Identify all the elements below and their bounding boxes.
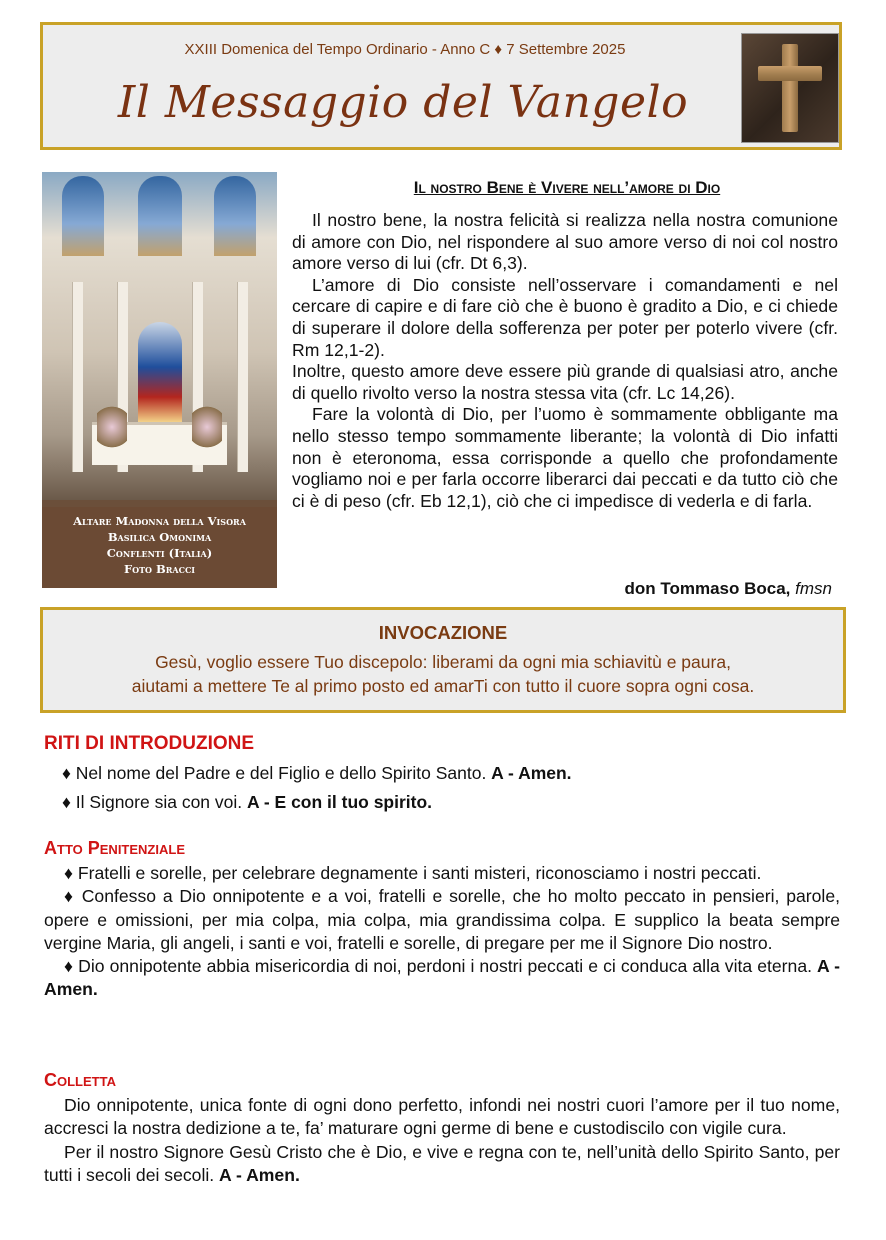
invocation-text [43,650,843,698]
altar-image [42,172,277,500]
article-paragraph: L’amore di Dio consiste nell’osservare i comandamenti e nel cercare di capire e di fare ciò che è buono è gradito a Dio, e ci chiede di superare il dolore della sofferenza per poter per poterlo vivere (cfr. Rm 12,1-2). [292,274,838,360]
article-paragraph: Il nostro bene, la nostra felicità si realizza nella nostra comunione di amore con Dio, nel rispondere al suo amore verso di noi col nostro amore verso di lui (cfr. Dt 6,3). [292,210,838,274]
invocation-box [40,607,846,713]
header-box [40,22,842,150]
article-paragraph: Fare la volontà di Dio, per l’uomo è sommamente obbligante ma nello stesso tempo sommamente liberante; la volontà di Dio infatti non è eteronoma, essa corrisponde a quello che profondamente vogliamo noi e per farla occorre liberarci dai peccati e da tutto ciò che ci è di peso (cfr. Eb 12,1), ciò che ci impedisce di vederla e di farla. [292,404,838,511]
caption-line: Basilica Omonima [107,530,212,544]
invocation-line: aiutami a mettere Te al primo posto ed amarTi con tutto il cuore sopra ogni cosa. [131,676,755,696]
invocation-title: INVOCAZIONE [378,622,508,643]
caption-line: Conflenti (Italia) [106,546,213,560]
caption-line: Altare Madonna della Visora [73,514,246,528]
photo-caption [42,507,277,588]
colletta-text: Per il nostro Signore Gesù Cristo che è Dio, e vive e regna con te, nell’unità dello Spirito Santo, per tutti i secoli dei secoli. [44,1141,840,1185]
article-signature [292,579,832,599]
article-paragraph: Inoltre, questo amore deve essere più grande di qualsiasi atro, anche di quello rivolto verso la nostra stessa vita (cfr. Lc 14,26). [292,361,838,403]
colletta-paragraph: Dio onnipotente, unica fonte di ogni dono perfetto, infondi nei nostri cuori l’amore per il tuo nome, accresci la nostra dedizione a te, fa’ maturare ogni germe di bene e custodiscilo con vigile cura. [44,1095,840,1139]
article-title-text: Il nostro Bene è Vivere nell’amore di Dio [413,178,721,197]
article-title [292,178,842,198]
signature-name: don Tommaso Boca, [624,579,791,598]
colletta-body [44,1094,840,1187]
atto-text: ♦ Dio onnipotente abbia misericordia di noi, perdoni i nostri peccati e ci conduca alla vita eterna. [64,956,818,977]
section-title-colletta: Colletta [44,1070,116,1090]
atto-paragraph: ♦ Fratelli e sorelle, per celebrare degnamente i santi misteri, riconosciamo i nostri peccati. [64,863,762,883]
invocation-line: Gesù, voglio essere Tuo discepolo: liberami da ogni mia schiavitù e paura, [155,652,731,672]
section-title-atto: Atto Penitenziale [44,838,185,858]
riti-response: A - E con il tuo spirito. [247,792,433,812]
colletta-paragraph [44,1141,840,1188]
riti-response: A - Amen. [491,763,572,783]
page-title: Il Messaggio del Vangelo [117,77,689,128]
caption-line: Foto Bracci [123,562,196,576]
atto-response: A - Amen. [44,956,840,1000]
riti-item [62,792,432,813]
atto-paragraph [44,955,840,1002]
wooden-cross-icon [741,33,839,143]
atto-paragraph: ♦ Confesso a Dio onnipotente e a voi, fratelli e sorelle, che ho molto peccato in pensieri, parole, opere e omissioni, per mia colpa, mia colpa, mia grandissima colpa. E supplico la beata sempre vergine Maria, gli angeli, i santi e voi, fratelli e sorelle, di pregare per me il Signore Dio nostro. [44,886,840,953]
section-title-riti: RITI DI INTRODUZIONE [44,733,255,754]
riti-item [62,763,572,784]
riti-text: ♦ Il Signore sia con voi. [62,792,247,812]
signature-order: fmsn [795,579,832,598]
header-meta: XXIII Domenica del Tempo Ordinario - Anno C ♦ 7 Settembre 2025 [184,41,626,58]
atto-body [44,862,840,1002]
altar-photo [42,172,277,588]
riti-text: ♦ Nel nome del Padre e del Figlio e dello Spirito Santo. [62,763,492,783]
colletta-response: A - Amen. [219,1164,300,1185]
article-body [292,210,838,512]
